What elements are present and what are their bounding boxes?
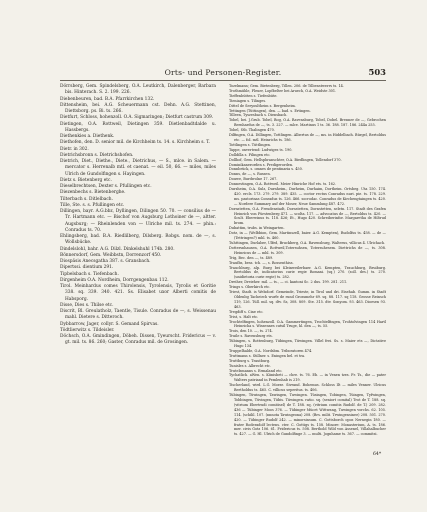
index-entry: Trothmühle, Fleuer, Lopfbelter bei Aruech, O.A. Weidste 301.: [229, 88, 337, 93]
footer-signature-mark: 64*: [373, 452, 382, 457]
index-entry: Tettingen (Tüttingen), den. — bad. s. Ertingen.: [229, 108, 311, 113]
index-entry: Truppelhalde, O.A. Nordsbm. Triboratoren 474.: [229, 348, 313, 353]
page-number: 503: [368, 67, 386, 77]
index-entry: Douwe, Burdwolne 17. 267.: [229, 177, 278, 182]
index-entry: Dindelslohl, bahr. A.G. Dilzl. Dinkelshuhl 174b. 280.: [60, 246, 175, 252]
index-entry: Tübingen, Tüwingen, Tawingen, Tuwingen. Tüsingen, Tobingen, Tüingen, Tyfwingen, Tobbingen, Tüvingen, Tübis. Tüwingen. ratio. sq. (seniort comital) Trot de T. 188. sq. (vitrium Ebertrudi comitisel) de T. 188. sq. (vitrium comitis Rudolf. de T.) 209. 282. 436 — Tübinger Moos 376. — Tübinger Mücet Wittwang, Tuwingen vorchs. 62. 105. 114. (schilil. 107. (nnnota Tawingeona) 208. (Brs. milit. Trwingensinee) 208. 501. 270. 420. — Tübinger Rudolf 242. — minorsinsum. C. Gottsborch opos Nernegin 180. — frater Roderadolf lectens. cter. C. Gottigs ts. 158. Minore: Monasterium, A. ts. 186. mer. civis Gotz 106. 61. Fridericus ts. 508. Berthold Wild von Assenel, Villahalbucher ts. 427. — G. Hl. Ulrich de Gundolfinge 3. — multi. Jognhame ts. 367. — commitsi.: [229, 393, 386, 437]
index-entry: Diezenbechs s. Bietenberghe.: [60, 190, 126, 196]
index-entry: Diospäsis Anecsgatha 387. s. Gransbach.: [60, 259, 151, 264]
index-entry: Diebenbeuren, bad. B.A. Pfarrkirchen 132.: [60, 96, 155, 102]
index-entry: Dittensheim, bei. A.G. Scheuermann cst. Dehn. A.G. Stettinen, Diettsborg. ps. Bi. ts. 266.: [60, 102, 216, 114]
index-entry: Donnestingen, O.A. Rottweil. Meier Hinriche Hof ets. ts. 162.: [229, 182, 337, 187]
index-entry: Tappe, onvertend: Ludwiges ts. 190.: [229, 147, 293, 152]
index-entry: Trutelsmanns s. Ermaland etc.: [229, 368, 283, 373]
index-entry: Döchsch, O.A. Gmindingen, Döbeh. Dissen, Tyeurscht. Fridericus — v. gt. mil. ts. 86. 260; Gaster, Conradus mil. de Grosingen.: [60, 334, 216, 346]
index-entry: Ehlingsberg, bad. B.A. Riedlilberg, Dilsberg. Robgs. nom. de —, s. Wollsbücke.: [60, 234, 216, 246]
index-entry: Dietrichsbronn s. Dietrichshofen.: [60, 152, 134, 158]
index-entry: Dybbarrow, Jager, collyr. S. Gemand Spirvas.: [60, 321, 159, 327]
index-entry: Traufbs, bess. tch. —, s. Rossenthiss.: [229, 260, 294, 265]
index-entry: Trings s. Oberkirch etc.: [229, 285, 271, 290]
index-entry: Donns, de —, s. Russen.: [229, 172, 271, 177]
left-column: [60, 84, 216, 347]
index-entry: Dilfingen, O.A. Dillingen, Tottlingen. Albertus de —, ms. in Hiddelbach. Bürgel, Bertoldus etc. — fol. mtl. Heinrichs ts. 186.: [229, 133, 386, 142]
index-entry: Dieselbrechtsen, Dexter s. Pfullingen etc.: [60, 184, 152, 189]
index-entry: Tobel, Stb. Thalingen 470.: [229, 128, 275, 133]
index-entry: Dubattim, trubs. in Weingarten.: [229, 226, 285, 231]
index-entry: Dornstetten, O.A. Freudenstadt, Dornstetten, Dornstetten, seletn. 117. Stadt des Grafen Heinrich von Fürstenberg 471. — scolta. 117. — advocatus de —, Bertoldus ts. 420. — Scult. Eberwinus ts. 118. 426; Et., Hugo 420. Schreiberinfor. Margaretha de Hiltrud brom.: [229, 206, 386, 226]
right-column: [229, 84, 386, 437]
index-entry: Discrit, Bl. Greulatholz, Taentle, Tisule. Conradus de —, s. Weissenau mahl. Dietere s. Ditteroch.: [60, 309, 216, 321]
index-entry: Truile s. Ravensburg ets.: [229, 334, 273, 339]
index-entry: Triest, Stadt. is Welsdorf. Gemeinde, Trieste, in Tirol und dri. Eisehab. Gumm. in Stadt Oldenbg Tacheirch wurfe de rund Grossmehr 69. sq. 88. 117. sq 118. Grosse Reinsch 119, 126. Tüll. mil. sq. dtv. Ss, 308. 809. Ste. 315. dtv. Sonyom. 93. 463. Dioesen 93. 463.: [229, 290, 386, 309]
index-entry: Dietrich, Diet., Diethe., Diete., Dietrichus, — S., mlce. in Salem. — mercator s. Herrenalb mtl. et caenat. — eil. 50, 66. — miles, miles Ulrich de Gundolfingen s. Hayingen.: [60, 159, 216, 177]
index-entry: Dietz s. Bietenberg etc.: [60, 177, 112, 183]
index-entry: Donnbrück, s. omnes de pentinaria s. 450.: [229, 167, 303, 172]
index-entry: Dirgenheim O.A. Nordheim, Dorrgengenbau 112.: [60, 277, 169, 283]
index-entry: Trist, s. Halt etc.: [229, 314, 259, 319]
index-entry: Durzheim, O.A. Sulz, Durnheim., Durheim, Durhaim, Dortheim. Ortsbeg. Uta 150. 174. 420. ercls. 173. 279. 279. 389. 435. — coctor rectus Conradus nuri. pie. ts. 178. 229. ms. pastorinas Conradus ts. 126. 466. socrodac. Conradus de Kirchengtaingen ts. 420. — Nordere Summary auf der Moser, Neue Sammlung 487. 472.: [229, 187, 386, 206]
index-entry: Tille, Ste. s. s. Pfullingen etc.: [60, 202, 125, 208]
index-entry: Dietingen, O.A. Rottweil, Dietingen 359. Dietlenbadtdalde u. Hassbergs.: [60, 121, 216, 133]
index-entry: Tödtlierwitz s. Tildeisler.: [60, 327, 115, 333]
index-entry: Tirol. Meinhardus comes Thirolensis, Tyrolensis, Tyrolis et Goritie 338. sq. 339. 340. 421. Ss. Elisabet uxor Alberti comitis de Habsporg.: [60, 284, 216, 302]
index-entry: Dietr. in 302.: [60, 146, 89, 152]
index-entry: Trauchburg, alp. Burg bei Kleinweilerbaer. A.G. Kempten, Trauchburg, Bruiburg. Bertoldus de, indicatorius curie regie Romani. (sq.) 270. (soll. des.) ts. 270. (unidietoria curie regie) ts. 282.: [229, 265, 386, 280]
index-entry: Tieniagen s. Tilinges.: [229, 98, 267, 103]
index-entry: Diethenkies a. Diethenk.: [60, 134, 115, 139]
index-entry: Diethofen, den. D. senior mil. de Kirchheim ts. 14. s. Kirchheim s. T.: [60, 140, 210, 146]
index-entry: Dillingen, bayr. A.G.bbz, Dyllingen, Dilingen 50. 70. — consilius de — Tr. Hartmann etc. — Bischof von Augsburg Lothoiner de —, altter. Augsburg; — Rheinlenden von — Ulriche mil. ts. 274. — phin.: Conradus ts. 70.: [60, 209, 216, 233]
index-entry: Dörrsberg, Gem. Spindelsberg, O.A. Leutkirch, Dalenberger, Barbara bis. Hinterach. S. 2. 199. 226.: [60, 84, 216, 96]
header-rule: [60, 80, 386, 81]
index-entry: Dipertssi. dientium 291.: [60, 265, 114, 271]
index-entry: Disse, Dies s. Thilse etc.: [60, 302, 114, 308]
index-entry: Dotz, in — (Welbbion, Gem. Martinszell, baier. A.G. Kempten), Rudolfus ts. 458. — de — (Tettringen?) mhl. ts. 460.: [229, 231, 386, 241]
index-entry: Tregdiff s. Cine etc.: [229, 309, 264, 314]
index-entry: Truttmann s. Stillner. s. Eningen bel. et tra.: [229, 353, 306, 358]
index-entry: Tychatlich. aWen. s. Künisbeti — chre. ts. 76. Eb. — in Venen tzes. Fr. Ts., die — pater Walters patriand in Pemlenhab is 219.: [229, 373, 386, 383]
index-entry: Dolldilla s. Filingen etc.: [229, 152, 271, 157]
index-entry: Dottersnhausen, O.A. Rottweil,Totersuhsen, Totersuhesem. Diettrichs de —, ts. 308. Heinricus de — mhl. ts. 309.: [229, 245, 386, 255]
index-entry: Tübingen, s. Rottenburg, Tübingen, Tüwingen. Villel frei. Ss. s. Maier ets —, Dictative Hugo 134.: [229, 339, 386, 349]
index-entry: Tunisles s. Albrecht etc.: [229, 363, 272, 368]
index-entry: Dittel de Seryoultheim s. Bergenheim.: [229, 103, 296, 108]
index-entry: Tilterbach s. Ditlelbach.: [60, 196, 113, 202]
index-entry: Truttburg s. Trautburg.: [229, 358, 271, 363]
index-entry: Tobel, bei. J.Grub. Tobel, Bog, O.A. Ravensburg, Tobel, Dobel. Brenner de —, Gebrochen Bernhardus de —, ts. 3. 227. — mlce. Martinus 1 ts. 36. 188. 187. 186. 244a 255.: [229, 118, 386, 128]
index-entry: Tischerland, wird. L.G. Morze. Sivrand. Bohemus. Schloss Ilt — miles Venner. Ulricus Bertholdus ts. 465. C. villicus seperitus. ts. 406.: [229, 383, 386, 393]
index-entry: Tuhttingen, Durlaber, Ulfed, Bruckberg, O.A. Ravensburg, Walterus, villicus 4. Ulrichach.: [229, 241, 386, 245]
index-entry: Dollhof, Gem. Hellsphranschter, O.A. Biedlingen, Tollendorf 370.: [229, 157, 342, 162]
index-entry: Trois, den 10. —, ts. 274.: [229, 329, 273, 334]
index-entry: Trig, Bec. den —, ts. 489.: [229, 255, 274, 260]
index-entry: Dietfurt, Schloss, hohenzoll. O.A. Sigmaringen; Dietfurt castrum 309.: [60, 115, 214, 121]
index-entry: Tipbelsbach s. Tiefenbach.: [60, 271, 119, 277]
running-title: Orts- und Personen-Register.: [164, 68, 282, 77]
index-entry: Dominikanerorden s. Predigerorden.: [229, 162, 294, 167]
index-entry: Dreiher, Dreieher. mil. — ts., — ci. kantoni Sc. 2 dus. 199. 281. 211.: [229, 280, 348, 285]
index-entry: Trochtelfingen, hohenzoll. O.A. Gammertingen, Trochtelfingen, Trohtolvingen 114 Hartl Heinricha s. Wissennes cutsil Truge, hl. den —, ts. 55.: [229, 319, 386, 329]
index-entry: Tottlingen s. Tüttlingen.: [229, 142, 271, 147]
index-entry: Bönnersdorf, Gem. Weibbstn, Dorrenzorf 450.: [60, 252, 162, 258]
index-entry: Tozelmann; Gem. Bietenberg, Tillen. 206. de Tilbenstwerrs ts. 14.: [229, 84, 344, 88]
index-entry: Tieffenbütten s. Tiefenbüte.: [229, 93, 278, 98]
index-entry: Tilleen, Tyszesbach s. Diensbach.: [229, 113, 288, 118]
